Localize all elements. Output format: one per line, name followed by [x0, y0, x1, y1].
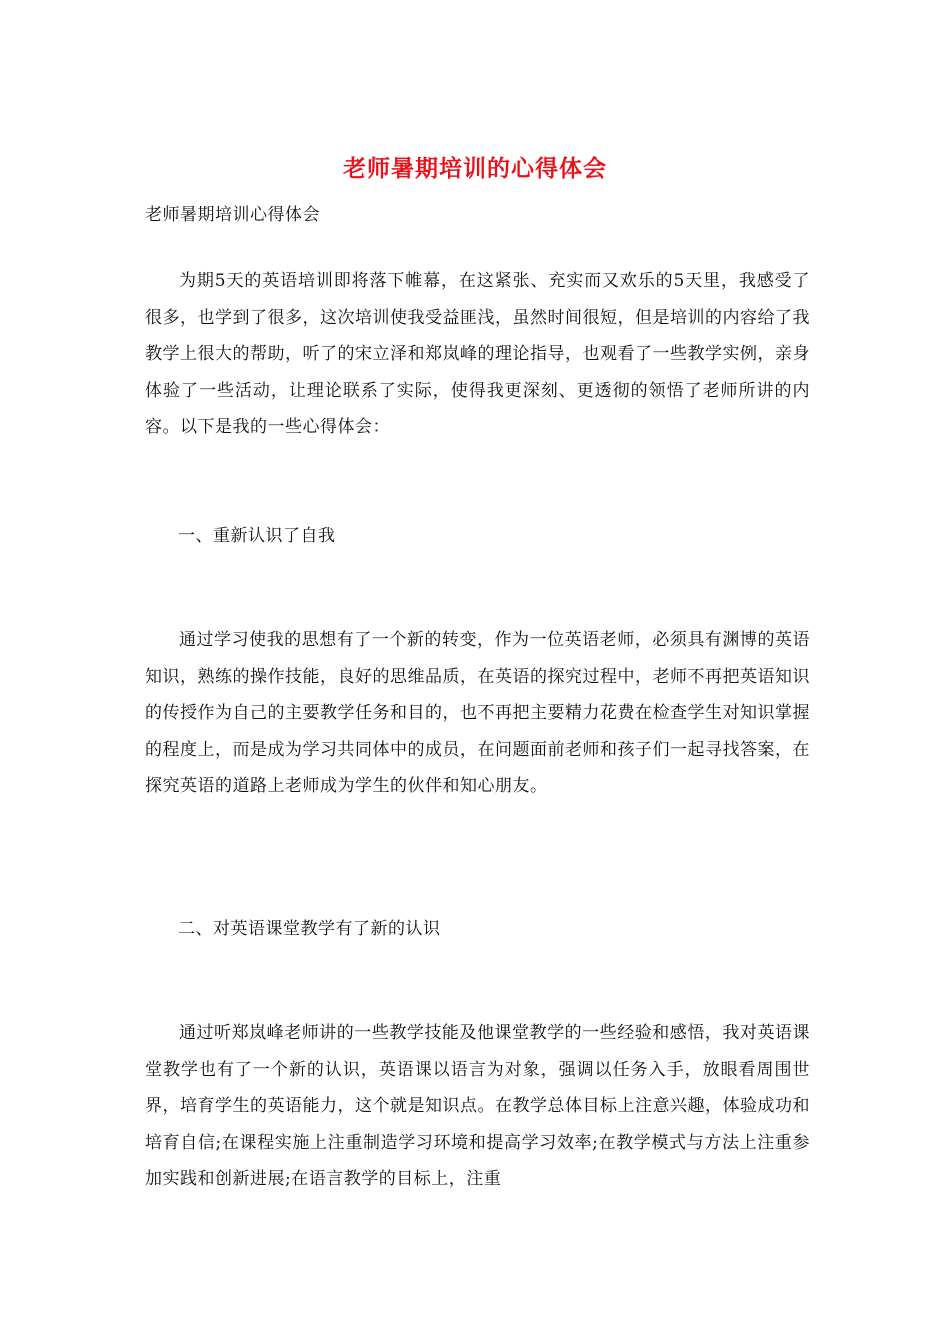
section-heading-1: 一、重新认识了自我 [178, 526, 336, 546]
document-title: 老师暑期培训的心得体会 [343, 155, 607, 182]
paragraph-section-2: 通过听郑岚峰老师讲的一些教学技能及他课堂教学的一些经验和感悟，我对英语课堂教学也有了一个新的认识，英语课以语言为对象，强调以任务入手，放眼看周围世界，培育学生的英语能力，这个就是知识点。在教学总体目标上注意兴趣，体验成功和培育自信;在课程实施上注重制造学习环境和提高学习效率;在教学模式与方法上注重参加实践和创新进展;在语言教学的目标上，注重 [145, 1023, 810, 1189]
section-heading-2: 二、对英语课堂教学有了新的认识 [178, 919, 441, 939]
paragraph-intro: 为期5天的英语培训即将落下帷幕，在这紧张、充实而又欢乐的5天里，我感受了很多，也学到了很多，这次培训使我受益匪浅，虽然时间很短，但是培训的内容给了我教学上很大的帮助，听了的宋立泽和郑岚峰的理论指导，也观看了一些教学实例，亲身体验了一些活动，让理论联系了实际，使得我更深刻、更透彻的领悟了老师所讲的内容。以下是我的一些心得体会： [145, 271, 810, 437]
document-subtitle: 老师暑期培训心得体会 [145, 205, 320, 225]
paragraph-section-1: 通过学习使我的思想有了一个新的转变，作为一位英语老师，必须具有渊博的英语知识，熟练的操作技能，良好的思维品质，在英语的探究过程中，老师不再把英语知识的传授作为自己的主要教学任务和目的，也不再把主要精力花费在检查学生对知识掌握的程度上，而是成为学习共同体中的成员，在问题面前老师和孩子们一起寻找答案，在探究英语的道路上老师成为学生的伙伴和知心朋友。 [145, 630, 810, 796]
